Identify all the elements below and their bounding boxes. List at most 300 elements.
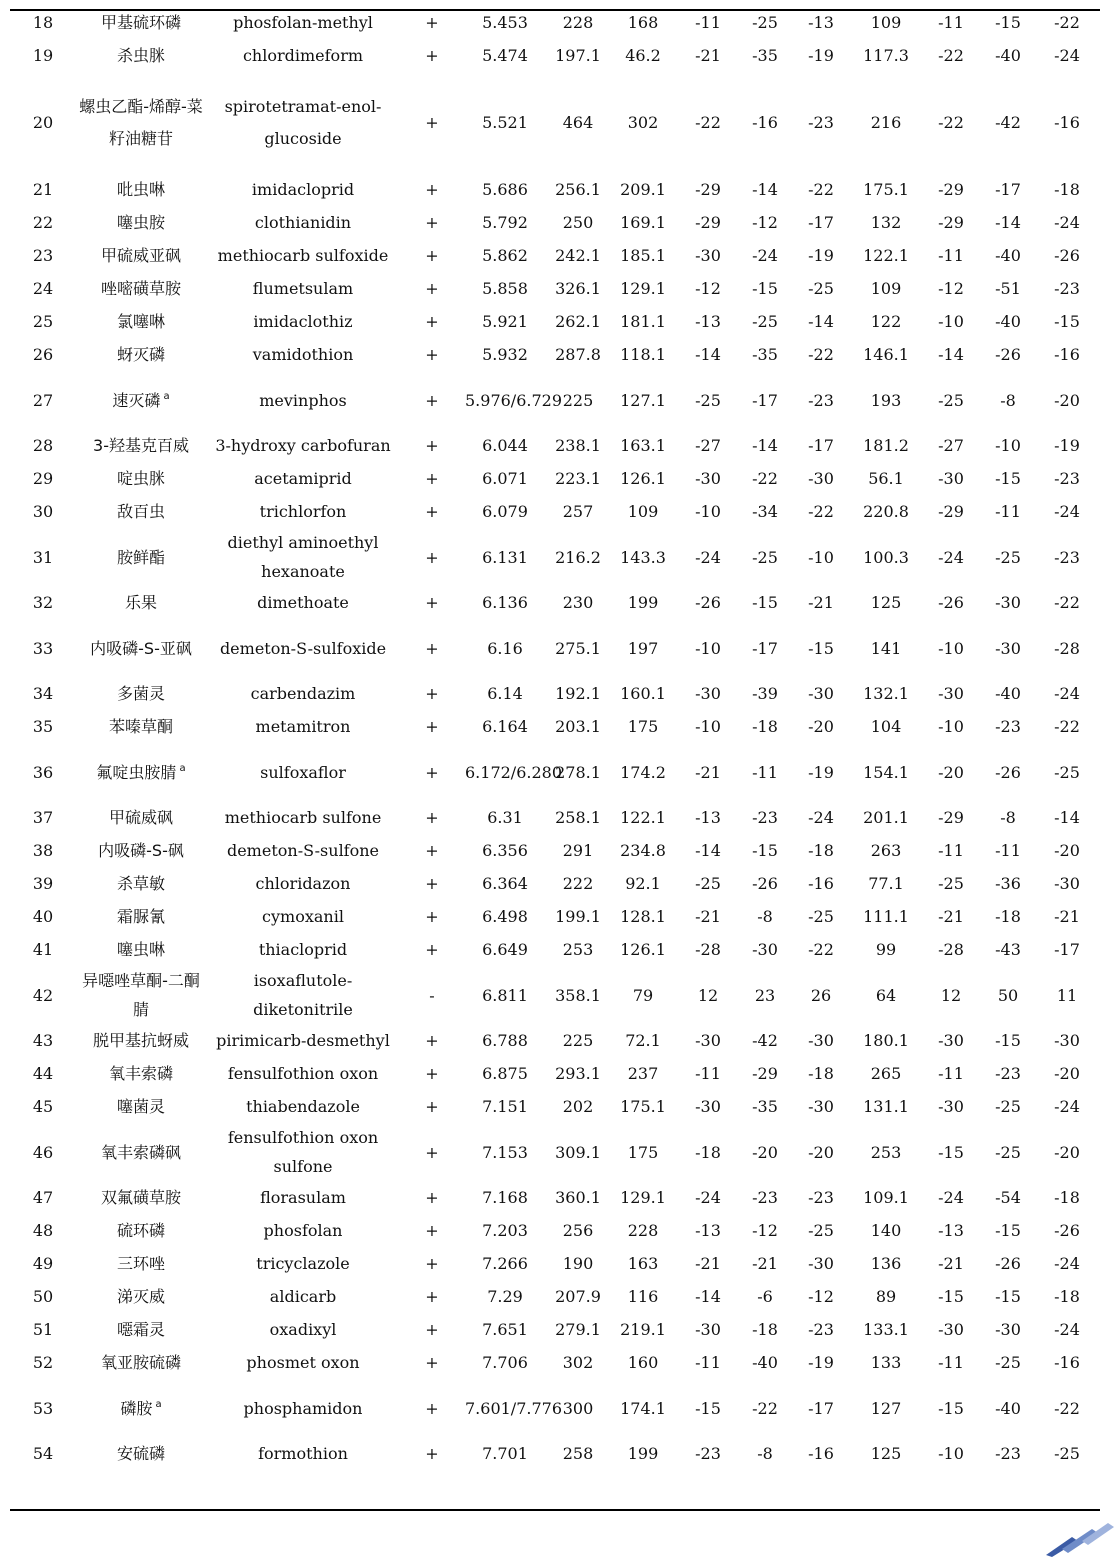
col-b-cell — [740, 1181, 790, 1214]
english-name: carbendazim — [250, 683, 356, 703]
english-name: thiacloprid — [258, 939, 348, 959]
row-number: 54 — [32, 1443, 54, 1463]
col-e: -54 — [995, 1187, 1021, 1207]
precursor-ion: 225 — [562, 390, 594, 410]
product-ion-1: 185.1 — [620, 245, 666, 265]
product-ion-2-cell — [852, 834, 920, 867]
product-ion-2-cell — [852, 371, 920, 429]
ion-mode: + — [425, 45, 439, 65]
product-ion-2: 104 — [870, 716, 902, 736]
precursor-ion-cell — [546, 867, 610, 900]
footnote-marker: a — [163, 391, 170, 403]
col-b: -11 — [752, 762, 778, 782]
retention-time: 7.651 — [482, 1319, 528, 1339]
ion-mode: + — [425, 906, 439, 926]
table-row — [10, 338, 1100, 371]
col-c-cell — [790, 1123, 852, 1181]
product-ion-2: 136 — [870, 1253, 902, 1273]
retention-time-cell — [464, 495, 546, 528]
english-name: phosmet oxon — [246, 1352, 360, 1372]
col-e-cell — [982, 173, 1034, 206]
col-b-cell — [740, 834, 790, 867]
col-f: -26 — [1054, 1220, 1080, 1240]
retention-time-cell — [464, 743, 562, 801]
ion-mode-cell — [400, 1057, 464, 1090]
chinese-name-cell — [76, 495, 206, 528]
col-c: -30 — [808, 1253, 834, 1273]
precursor-ion-cell — [546, 272, 610, 305]
english-name-cell — [206, 338, 400, 371]
col-e: -43 — [995, 939, 1021, 959]
col-f-cell — [1034, 619, 1100, 677]
col-d-cell — [920, 1024, 982, 1057]
col-c: -25 — [808, 1220, 834, 1240]
table-row — [10, 429, 1100, 462]
table-row — [10, 1214, 1100, 1247]
chinese-name: 三环唑 — [116, 1253, 165, 1273]
precursor-ion: 228 — [562, 12, 594, 32]
product-ion-1-cell — [610, 619, 676, 677]
product-ion-2: 216 — [870, 112, 902, 132]
col-e-cell — [982, 1346, 1034, 1379]
product-ion-2-cell — [852, 272, 920, 305]
col-e: -25 — [995, 547, 1021, 567]
product-ion-1-cell — [610, 338, 676, 371]
row-number-cell — [10, 1346, 76, 1379]
row-number-cell — [10, 710, 76, 743]
row-number-cell — [10, 272, 76, 305]
product-ion-2: 132 — [870, 212, 902, 232]
col-e-cell — [982, 272, 1034, 305]
precursor-ion: 258 — [562, 1443, 594, 1463]
precursor-ion-cell — [546, 173, 610, 206]
col-e-cell — [982, 743, 1034, 801]
chinese-name: 磷胺 — [120, 1398, 153, 1418]
english-name-cell — [206, 371, 400, 429]
retention-time-cell — [464, 677, 546, 710]
table-row — [10, 371, 1100, 429]
chinese-name: 涕灭威 — [116, 1286, 165, 1306]
col-f-cell — [1034, 495, 1100, 528]
col-d-cell — [920, 1090, 982, 1123]
col-a-cell — [676, 834, 740, 867]
col-a-cell — [676, 371, 740, 429]
english-name: imidaclothiz — [253, 311, 353, 331]
retention-time: 7.151 — [482, 1096, 528, 1116]
col-d: -11 — [938, 245, 964, 265]
col-c: -17 — [808, 435, 834, 455]
retention-time: 5.686 — [482, 179, 528, 199]
col-e-cell — [982, 867, 1034, 900]
col-d-cell — [920, 528, 982, 586]
col-a: -25 — [695, 390, 721, 410]
col-e-cell — [982, 1181, 1034, 1214]
retention-time-cell — [464, 933, 546, 966]
product-ion-2-cell — [852, 1214, 920, 1247]
retention-time: 6.788 — [482, 1030, 528, 1050]
english-name: fensulfothion oxon — [227, 1063, 379, 1083]
product-ion-2: 77.1 — [868, 873, 904, 893]
ion-mode-cell — [400, 272, 464, 305]
product-ion-2: 132.1 — [863, 683, 909, 703]
english-name: vamidothion — [252, 344, 354, 364]
precursor-ion: 216.2 — [555, 547, 601, 567]
col-f-cell — [1034, 1057, 1100, 1090]
product-ion-1-cell — [610, 1057, 676, 1090]
col-d: -22 — [938, 45, 964, 65]
col-d-cell — [920, 619, 982, 677]
retention-time: 5.976/6.729 — [465, 390, 562, 410]
product-ion-2: 125 — [870, 1443, 902, 1463]
product-ion-1: 126.1 — [620, 468, 666, 488]
col-e: -40 — [995, 1398, 1021, 1418]
col-d: -25 — [938, 873, 964, 893]
col-f-cell — [1034, 1123, 1100, 1181]
product-ion-1-cell — [610, 371, 676, 429]
product-ion-1-cell — [610, 173, 676, 206]
english-name: cymoxanil — [262, 906, 344, 926]
col-a: -11 — [695, 12, 721, 32]
retention-time-cell — [464, 72, 546, 173]
product-ion-2: 122.1 — [863, 245, 909, 265]
col-e-cell — [982, 619, 1034, 677]
col-a: -10 — [695, 716, 721, 736]
col-d-cell — [920, 677, 982, 710]
product-ion-1-cell — [610, 429, 676, 462]
col-f-cell — [1034, 966, 1100, 1024]
col-a-cell — [676, 528, 740, 586]
precursor-ion: 238.1 — [555, 435, 601, 455]
col-f-cell — [1034, 1346, 1100, 1379]
chinese-name-cell — [76, 1437, 206, 1470]
row-number-cell — [10, 1247, 76, 1280]
col-b-cell — [740, 1057, 790, 1090]
col-a-cell — [676, 933, 740, 966]
col-b-cell — [740, 1280, 790, 1313]
ion-mode: + — [425, 939, 439, 959]
precursor-ion-cell — [546, 1346, 610, 1379]
row-number: 41 — [32, 939, 54, 959]
col-a-cell — [676, 1214, 740, 1247]
ion-mode-cell — [400, 1214, 464, 1247]
row-number: 43 — [32, 1030, 54, 1050]
row-number: 21 — [32, 179, 54, 199]
col-e: -15 — [995, 1030, 1021, 1050]
ion-mode-cell — [400, 6, 464, 39]
col-a-cell — [676, 6, 740, 39]
chinese-name-cell — [76, 371, 206, 429]
col-a-cell — [676, 305, 740, 338]
product-ion-1: 228 — [627, 1220, 659, 1240]
product-ion-2-cell — [852, 528, 920, 586]
table-row — [10, 462, 1100, 495]
col-f-cell — [1034, 1214, 1100, 1247]
row-number-cell — [10, 1057, 76, 1090]
chinese-name-cell — [76, 933, 206, 966]
col-a: -14 — [695, 840, 721, 860]
ion-mode-cell — [400, 677, 464, 710]
retention-time: 7.168 — [482, 1187, 528, 1207]
english-name-cell — [206, 173, 400, 206]
pesticide-table — [10, 6, 1100, 1470]
chinese-name: 异噁唑草酮-二酮腈 — [82, 971, 200, 1019]
english-name-cell — [206, 39, 400, 72]
col-b-cell — [740, 801, 790, 834]
chinese-name-cell — [76, 462, 206, 495]
col-e: -26 — [995, 1253, 1021, 1273]
ion-mode-cell — [400, 1247, 464, 1280]
row-number-cell — [10, 677, 76, 710]
chinese-name-cell — [76, 239, 206, 272]
row-number: 18 — [32, 12, 54, 32]
product-ion-1-cell — [610, 834, 676, 867]
row-number: 42 — [32, 985, 54, 1005]
table-row — [10, 867, 1100, 900]
col-f: -23 — [1054, 547, 1080, 567]
col-d-cell — [920, 338, 982, 371]
retention-time: 6.875 — [482, 1063, 528, 1083]
retention-time: 6.136 — [482, 592, 528, 612]
retention-time: 5.521 — [482, 112, 528, 132]
col-b-cell — [740, 619, 790, 677]
row-number: 51 — [32, 1319, 54, 1339]
product-ion-2-cell — [852, 1181, 920, 1214]
col-b: -12 — [752, 212, 778, 232]
col-c-cell — [790, 528, 852, 586]
col-d: -27 — [938, 435, 964, 455]
ion-mode: + — [425, 344, 439, 364]
chinese-name: 噻虫啉 — [116, 939, 165, 959]
chinese-name-cell — [76, 801, 206, 834]
col-d: -25 — [938, 390, 964, 410]
col-e-cell — [982, 900, 1034, 933]
retention-time: 7.266 — [482, 1253, 528, 1273]
col-c: -30 — [808, 1096, 834, 1116]
english-name-cell — [206, 677, 400, 710]
col-b-cell — [740, 1214, 790, 1247]
col-b: -23 — [752, 1187, 778, 1207]
col-b: -16 — [752, 112, 778, 132]
table-row — [10, 1313, 1100, 1346]
ion-mode: + — [425, 311, 439, 331]
retention-time-cell — [464, 867, 546, 900]
retention-time-cell — [464, 710, 546, 743]
precursor-ion-cell — [546, 1313, 610, 1346]
col-a-cell — [676, 462, 740, 495]
english-name-cell — [206, 743, 400, 801]
col-a: -25 — [695, 873, 721, 893]
english-name-cell — [206, 429, 400, 462]
row-number-cell — [10, 371, 76, 429]
precursor-ion: 250 — [562, 212, 594, 232]
english-name-cell — [206, 710, 400, 743]
col-a: -13 — [695, 807, 721, 827]
col-b-cell — [740, 743, 790, 801]
ion-mode: + — [425, 501, 439, 521]
product-ion-2: 100.3 — [863, 547, 909, 567]
retention-time: 6.649 — [482, 939, 528, 959]
row-number: 29 — [32, 468, 54, 488]
col-e: -14 — [995, 212, 1021, 232]
row-number-cell — [10, 528, 76, 586]
english-name-cell — [206, 239, 400, 272]
chinese-name: 内吸磷-S-砜 — [98, 840, 184, 860]
precursor-ion-cell — [546, 1181, 610, 1214]
table-row — [10, 1123, 1100, 1181]
col-c-cell — [790, 1379, 852, 1437]
col-f: -24 — [1054, 212, 1080, 232]
chinese-name: 噻菌灵 — [116, 1096, 165, 1116]
col-f: -30 — [1054, 873, 1080, 893]
ion-mode: + — [425, 683, 439, 703]
precursor-ion-cell — [546, 39, 610, 72]
product-ion-2-cell — [852, 801, 920, 834]
retention-time: 6.498 — [482, 906, 528, 926]
col-a-cell — [676, 72, 740, 173]
product-ion-2-cell — [852, 495, 920, 528]
precursor-ion: 300 — [562, 1398, 594, 1418]
col-f: -22 — [1054, 716, 1080, 736]
col-d: -26 — [938, 592, 964, 612]
col-d: -28 — [938, 939, 964, 959]
precursor-ion-cell — [546, 677, 610, 710]
col-d: -15 — [938, 1398, 964, 1418]
col-f-cell — [1034, 1090, 1100, 1123]
row-number: 35 — [32, 716, 54, 736]
col-a-cell — [676, 429, 740, 462]
col-e: -51 — [995, 278, 1021, 298]
chinese-name: 胺鲜酯 — [116, 547, 165, 567]
col-c: -14 — [808, 311, 834, 331]
col-e: -30 — [995, 1319, 1021, 1339]
col-b-cell — [740, 966, 790, 1024]
ion-mode-cell — [400, 867, 464, 900]
ion-mode: + — [425, 840, 439, 860]
col-f: -26 — [1054, 245, 1080, 265]
col-e-cell — [982, 1379, 1034, 1437]
english-name-cell — [206, 619, 400, 677]
col-d: -12 — [938, 278, 964, 298]
col-a: -22 — [695, 112, 721, 132]
ion-mode-cell — [400, 528, 464, 586]
chinese-name: 氟啶虫胺腈 — [96, 762, 177, 782]
product-ion-1-cell — [610, 966, 676, 1024]
row-number-cell — [10, 1214, 76, 1247]
col-e: -42 — [995, 112, 1021, 132]
chinese-name-cell — [76, 743, 206, 801]
table-row — [10, 1437, 1100, 1470]
retention-time-cell — [464, 1123, 546, 1181]
col-f: -16 — [1054, 1352, 1080, 1372]
col-d: 12 — [940, 985, 962, 1005]
row-number-cell — [10, 586, 76, 619]
ion-mode: + — [425, 390, 439, 410]
col-e: -25 — [995, 1352, 1021, 1372]
chinese-name-cell — [76, 72, 206, 173]
col-e: -11 — [995, 501, 1021, 521]
col-d: -30 — [938, 1319, 964, 1339]
ion-mode-cell — [400, 1024, 464, 1057]
english-name-cell — [206, 1346, 400, 1379]
english-name: thiabendazole — [246, 1096, 360, 1116]
col-d: -13 — [938, 1220, 964, 1240]
col-e: -36 — [995, 873, 1021, 893]
col-f: -22 — [1054, 1398, 1080, 1418]
retention-time-cell — [464, 1313, 546, 1346]
ion-mode: + — [425, 1142, 439, 1162]
product-ion-1-cell — [610, 239, 676, 272]
col-f: -20 — [1054, 390, 1080, 410]
table-row — [10, 1090, 1100, 1123]
col-d: -22 — [938, 112, 964, 132]
precursor-ion: 203.1 — [555, 716, 601, 736]
row-number: 30 — [32, 501, 54, 521]
col-e: -25 — [995, 1142, 1021, 1162]
chinese-name-cell — [76, 429, 206, 462]
col-a: -30 — [695, 1030, 721, 1050]
precursor-ion: 225 — [562, 1030, 594, 1050]
col-e: -30 — [995, 638, 1021, 658]
retention-time: 7.701 — [482, 1443, 528, 1463]
product-ion-1: 168 — [627, 12, 659, 32]
col-d-cell — [920, 272, 982, 305]
row-number-cell — [10, 239, 76, 272]
col-a-cell — [676, 1437, 740, 1470]
product-ion-1: 199 — [627, 1443, 659, 1463]
table-row — [10, 710, 1100, 743]
product-ion-2-cell — [852, 462, 920, 495]
table-bottom-rule — [10, 1509, 1100, 1511]
row-number-cell — [10, 495, 76, 528]
col-b: -35 — [752, 344, 778, 364]
product-ion-1-cell — [610, 743, 676, 801]
product-ion-1: 181.1 — [620, 311, 666, 331]
col-d-cell — [920, 1313, 982, 1346]
product-ion-1: 129.1 — [620, 278, 666, 298]
chinese-name-cell — [76, 1024, 206, 1057]
col-e-cell — [982, 1437, 1034, 1470]
product-ion-2-cell — [852, 39, 920, 72]
ion-mode: + — [425, 592, 439, 612]
product-ion-1: 163.1 — [620, 435, 666, 455]
table-row — [10, 239, 1100, 272]
row-number-cell — [10, 338, 76, 371]
chinese-name-cell — [76, 677, 206, 710]
col-e: -17 — [995, 179, 1021, 199]
col-c: -17 — [808, 212, 834, 232]
col-e-cell — [982, 1090, 1034, 1123]
product-ion-2-cell — [852, 1090, 920, 1123]
retention-time-cell — [464, 429, 546, 462]
product-ion-1: 237 — [627, 1063, 659, 1083]
product-ion-2: 265 — [870, 1063, 902, 1083]
col-e-cell — [982, 1313, 1034, 1346]
table-row — [10, 1181, 1100, 1214]
table-row — [10, 495, 1100, 528]
col-a: -28 — [695, 939, 721, 959]
english-name-cell — [206, 528, 400, 586]
chinese-name-cell — [76, 619, 206, 677]
col-b-cell — [740, 1123, 790, 1181]
col-c: -13 — [808, 12, 834, 32]
col-a: -24 — [695, 1187, 721, 1207]
ion-mode-cell — [400, 966, 464, 1024]
col-a: -30 — [695, 468, 721, 488]
english-name: florasulam — [260, 1187, 346, 1207]
col-a-cell — [676, 1057, 740, 1090]
precursor-ion-cell — [546, 900, 610, 933]
col-f-cell — [1034, 338, 1100, 371]
